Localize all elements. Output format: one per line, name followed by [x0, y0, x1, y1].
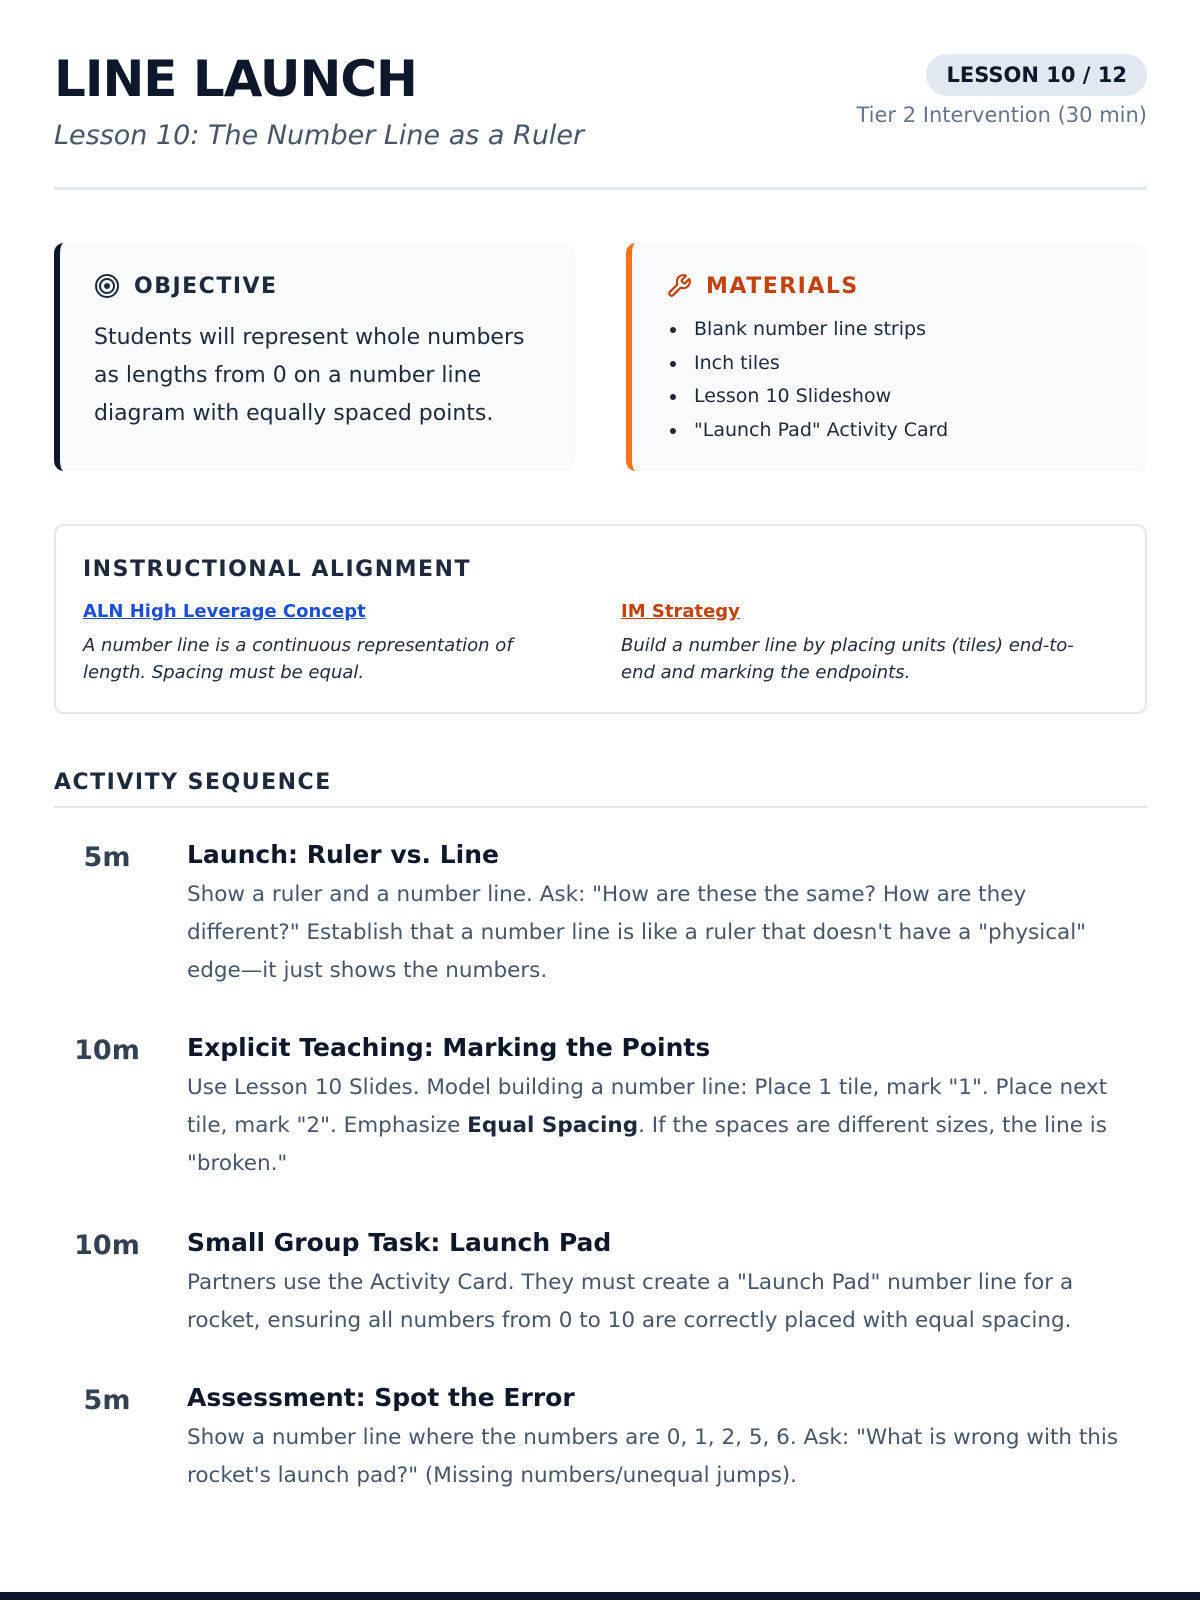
tier-label: Tier 2 Intervention (30 min)	[856, 103, 1147, 127]
step-text-part: . If the spaces are different sizes, the line is "broken."	[187, 1113, 1107, 1176]
step-duration: 5m	[83, 1385, 131, 1416]
objective-card	[54, 243, 575, 471]
step-duration: 10m	[74, 1230, 140, 1261]
aln-column	[83, 601, 553, 686]
sequence-divider	[54, 806, 1147, 808]
objective-header	[94, 271, 545, 301]
target-icon	[94, 273, 120, 299]
emphasis-text: Equal Spacing	[467, 1113, 639, 1138]
alignment-heading: INSTRUCTIONAL ALIGNMENT	[83, 557, 471, 582]
sequence-heading: ACTIVITY SEQUENCE	[54, 770, 332, 795]
materials-item: "Launch Pad" Activity Card	[666, 414, 1117, 448]
step-duration: 5m	[83, 842, 131, 873]
step-description: Show a ruler and a number line. Ask: "How are these the same? How are they different?" Establish that a number line is like a ruler that doesn't have a "physical" edge—it just shows the numbers.	[187, 882, 1087, 983]
step-duration: 10m	[74, 1035, 140, 1066]
materials-list	[666, 313, 1117, 447]
alignment-box	[54, 524, 1147, 714]
lesson-badge: LESSON 10 / 12	[926, 54, 1147, 96]
lesson-page	[54, 0, 1147, 1488]
step-description	[187, 1069, 1142, 1183]
materials-item: Inch tiles	[666, 347, 1117, 381]
im-strategy-link[interactable]: IM Strategy	[621, 601, 740, 622]
objective-text: Students will represent whole numbers as lengths from 0 on a number line diagram with equally spaced points.	[94, 325, 525, 426]
step-description: Partners use the Activity Card. They must create a "Launch Pad" number line for a rocket, ensuring all numbers from 0 to 10 are correctly placed with equal spacing.	[187, 1270, 1074, 1333]
step-title: Launch: Ruler vs. Line	[187, 840, 499, 869]
im-column	[621, 601, 1091, 686]
step-title: Small Group Task: Launch Pad	[187, 1228, 612, 1257]
page-subtitle: Lesson 10: The Number Line as a Ruler	[54, 120, 585, 151]
step-title: Assessment: Spot the Error	[187, 1383, 575, 1412]
footer-bar	[0, 1592, 1200, 1600]
materials-card	[626, 243, 1147, 471]
step-title: Explicit Teaching: Marking the Points	[187, 1033, 711, 1062]
materials-heading: MATERIALS	[706, 273, 859, 299]
step-text-part: Use Lesson 10 Slides. Model building a number line: Place 1 tile, mark "1". Place next tile, mark "2". Emphasize	[187, 1075, 1108, 1138]
aln-concept-text: A number line is a continuous representation of length. Spacing must be equal.	[83, 635, 513, 683]
step-description: Show a number line where the numbers are 0, 1, 2, 5, 6. Ask: "What is wrong with this rocket's launch pad?" (Missing numbers/unequal jumps).	[187, 1425, 1119, 1488]
page-title: LINE LAUNCH	[54, 50, 417, 108]
objective-heading: OBJECTIVE	[134, 273, 278, 299]
im-strategy-text: Build a number line by placing units (tiles) end-to-end and marking the endpoints.	[621, 635, 1074, 683]
wrench-icon	[666, 273, 692, 299]
materials-item: Blank number line strips	[666, 313, 1117, 347]
lesson-header	[54, 0, 1147, 190]
aln-concept-link[interactable]: ALN High Leverage Concept	[83, 601, 366, 622]
materials-item: Lesson 10 Slideshow	[666, 380, 1117, 414]
materials-header	[666, 271, 1117, 301]
summary-cards	[54, 243, 1147, 471]
